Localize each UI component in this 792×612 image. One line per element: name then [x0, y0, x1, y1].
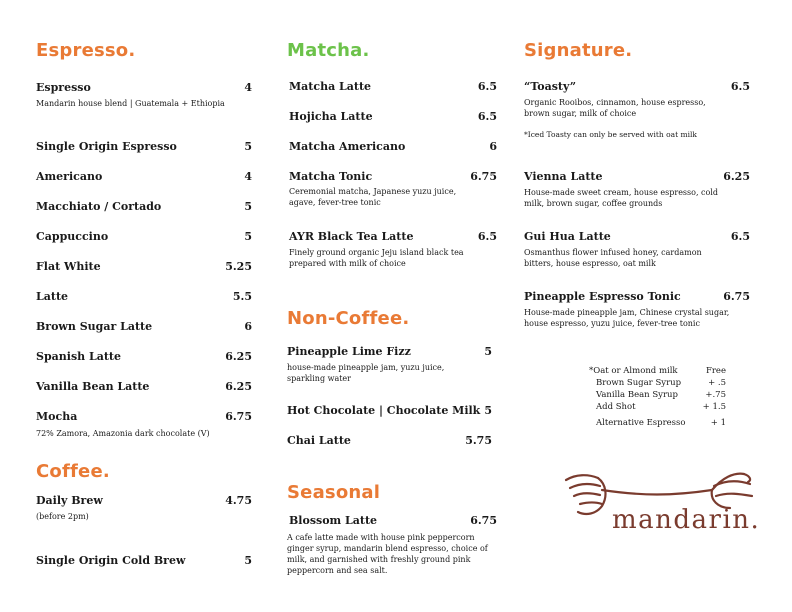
menu-item-price: 5: [484, 345, 492, 358]
menu-item-price: 6.25: [225, 380, 252, 393]
menu-item-price: 6: [489, 140, 497, 153]
non-coffee-heading: Non-Coffee.: [287, 308, 410, 329]
menu-item-price: 5.5: [232, 290, 252, 303]
menu-item-name: Macchiato / Cortado: [36, 200, 162, 213]
menu-item-price: 6.5: [477, 110, 497, 123]
menu-item-description: house-made pineapple jam, yuzu juice, sparkling water: [287, 363, 445, 383]
menu-item-price: 4: [244, 81, 252, 94]
menu-item-name: Cappuccino: [36, 230, 109, 243]
menu-item-name: Brown Sugar Latte: [36, 320, 153, 333]
menu-item-name: Blossom Latte: [289, 514, 378, 527]
menu-item-name: Hojicha Latte: [289, 110, 373, 123]
menu-item-description: Finely ground organic Jeju island black tea prepared with milk of choice: [289, 248, 464, 268]
menu-item-name: Matcha Tonic: [289, 170, 373, 183]
hands-logo-icon: [562, 466, 774, 544]
matcha-heading: Matcha.: [287, 40, 370, 61]
mandarin-logo: [562, 466, 774, 544]
menu-item-description: House-made sweet cream, house espresso, cold milk, brown sugar, coffee grounds: [524, 188, 719, 208]
menu-item-description: Organic Rooibos, cinnamon, house espresso, brown sugar, milk of choice: [524, 98, 706, 118]
logo-text: mandarin.: [612, 505, 761, 535]
extra-price: + 1.5: [702, 402, 726, 412]
coffee-heading: Coffee.: [36, 461, 110, 482]
menu-item-price: 5: [244, 140, 252, 153]
menu-item-price: 5: [484, 404, 492, 417]
menu-item-price: 6.75: [470, 514, 497, 527]
menu-item-name: Vanilla Bean Latte: [36, 380, 150, 393]
menu-item-name: Americano: [36, 170, 103, 183]
menu-item-note: *Iced Toasty can only be served with oat milk: [524, 130, 697, 139]
extra-price: + .5: [708, 378, 726, 388]
menu-item-name: Matcha Americano: [289, 140, 406, 153]
menu-item-name: Vienna Latte: [524, 170, 603, 183]
signature-heading: Signature.: [524, 40, 633, 61]
menu-item-name: “Toasty”: [524, 80, 577, 93]
menu-item-name: Mocha: [36, 410, 78, 423]
menu-item-name: AYR Black Tea Latte: [289, 230, 414, 243]
extra-label: Alternative Espresso: [596, 418, 686, 428]
menu-item-price: 6.25: [225, 350, 252, 363]
menu-item-description: Osmanthus flower infused honey, cardamon bitters, house espresso, oat milk: [524, 248, 702, 268]
extra-price: +.75: [705, 390, 726, 400]
menu-item-price: 6: [244, 320, 252, 333]
menu-item-name: Hot Chocolate | Chocolate Milk: [287, 404, 481, 417]
menu-item-name: Pineapple Lime Fizz: [287, 345, 411, 358]
menu-item-name: Matcha Latte: [289, 80, 372, 93]
menu-item-name: Spanish Latte: [36, 350, 121, 363]
menu-item-price: 5.75: [465, 434, 492, 447]
menu-item-price: 6.5: [477, 230, 497, 243]
extra-label: Brown Sugar Syrup: [596, 378, 682, 388]
menu-item-price: 4.75: [225, 494, 252, 507]
menu-item-name: Pineapple Espresso Tonic: [524, 290, 681, 303]
menu-item-description: House-made pineapple jam, Chinese crystal sugar, house espresso, yuzu juice, fever-tree tonic: [524, 308, 730, 328]
menu-item-price: 6.5: [477, 80, 497, 93]
seasonal-heading: Seasonal: [287, 482, 381, 503]
menu-item-name: Single Origin Espresso: [36, 140, 177, 153]
menu-item-name: Chai Latte: [287, 434, 351, 447]
menu-item-price: 4: [244, 170, 252, 183]
extra-price: Free: [705, 366, 726, 376]
menu-item-name: Flat White: [36, 260, 101, 273]
menu-item-price: 6.5: [730, 80, 750, 93]
menu-item-price: 6.75: [723, 290, 750, 303]
menu-item-price: 6.25: [723, 170, 750, 183]
extra-label: Add Shot: [596, 402, 636, 412]
menu-item-description: Ceremonial matcha, Japanese yuzu juice, agave, fever-tree tonic: [289, 187, 457, 207]
extra-label: *Oat or Almond milk: [589, 366, 678, 376]
menu-item-price: 6.75: [225, 410, 252, 423]
menu-item-name: Gui Hua Latte: [524, 230, 611, 243]
menu-item-name: Daily Brew: [36, 494, 103, 507]
menu-item-name: Single Origin Cold Brew: [36, 554, 186, 567]
extra-price: + 1: [710, 418, 726, 428]
espresso-heading: Espresso.: [36, 40, 136, 61]
menu-item-description: A cafe latte made with house pink peppercorn ginger syrup, mandarin blend espresso, choice of milk, and garnished with freshly ground pink peppercorn and sea salt.: [287, 533, 488, 575]
menu-item-price: 5: [244, 230, 252, 243]
menu-item-description: 72% Zamora, Amazonia dark chocolate (V): [36, 429, 210, 438]
menu-item-price: 6.75: [470, 170, 497, 183]
menu-item-price: 5: [244, 200, 252, 213]
menu-item-description: Mandarin house blend | Guatemala + Ethiopia: [36, 99, 225, 108]
menu-item-name: Latte: [36, 290, 69, 303]
menu-item-price: 6.5: [730, 230, 750, 243]
menu-item-name: Espresso: [36, 81, 91, 94]
menu-item-description: (before 2pm): [36, 512, 89, 521]
menu-item-price: 5: [244, 554, 252, 567]
extra-label: Vanilla Bean Syrup: [596, 390, 678, 400]
menu-item-price: 5.25: [225, 260, 252, 273]
